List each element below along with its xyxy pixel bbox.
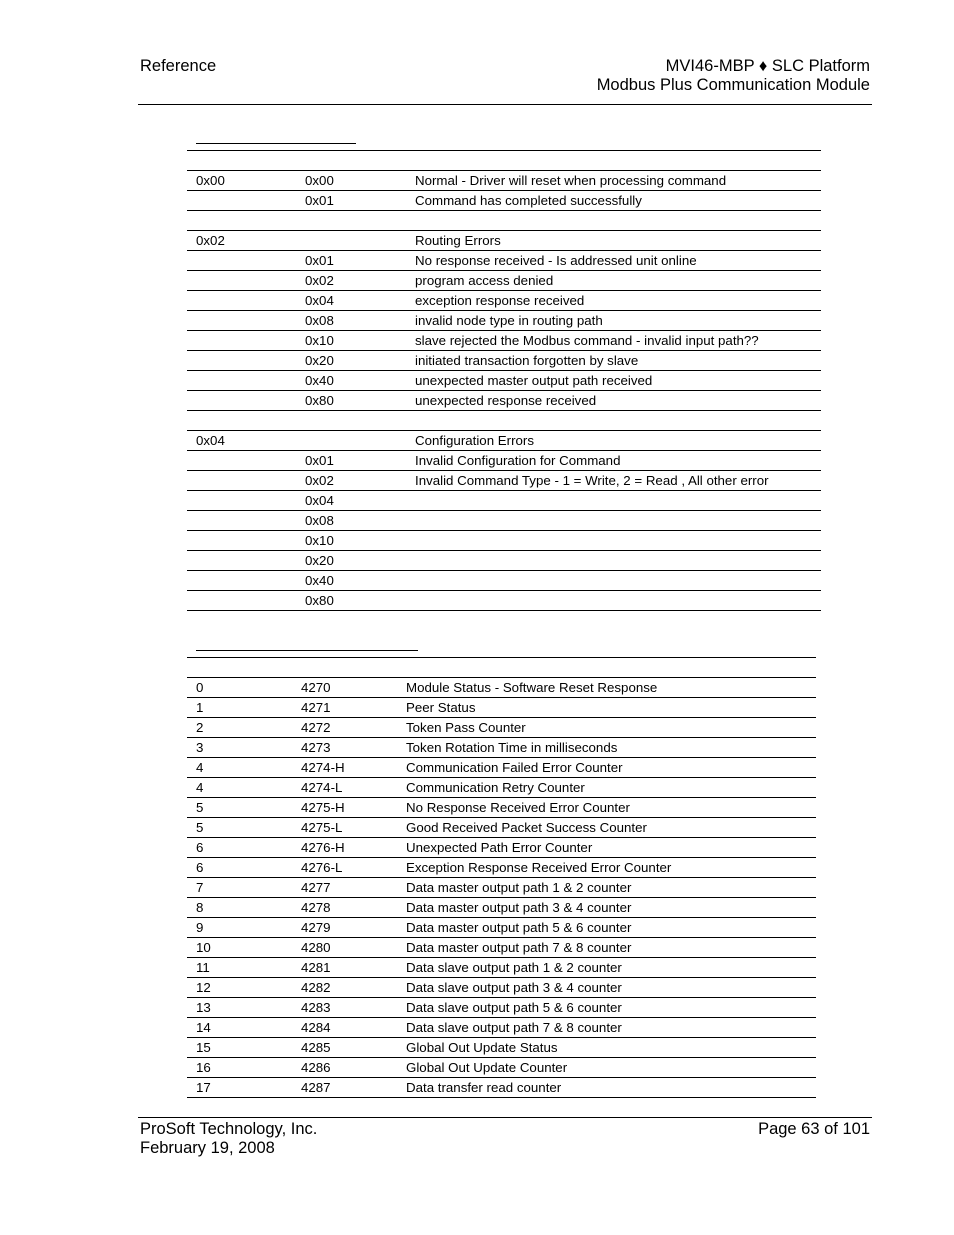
table-cell: 4273 — [292, 738, 397, 758]
table-cell: 4276-H — [292, 838, 397, 858]
table-cell: 4 — [187, 778, 292, 798]
table-cell: 0x02 — [296, 271, 406, 291]
table-cell: 13 — [187, 998, 292, 1018]
table-cell — [296, 231, 406, 251]
table-cell: 0x08 — [296, 511, 406, 531]
table-row — [187, 171, 821, 191]
table-cell: 6 — [187, 838, 292, 858]
table-row — [187, 958, 816, 978]
table-cell: 0x01 — [296, 451, 406, 471]
table-cell: Exception Response Received Error Counter — [397, 858, 816, 878]
table-cell — [406, 211, 821, 231]
table-cell: Routing Errors — [406, 231, 821, 251]
table-cell: 4279 — [292, 918, 397, 938]
table-cell: 7 — [187, 878, 292, 898]
table-cell: Data master output path 1 & 2 counter — [397, 878, 816, 898]
header-product-line1: MVI46-MBP ♦ SLC Platform — [665, 57, 870, 75]
table-cell: 0x02 — [187, 231, 296, 251]
table-cell — [187, 411, 296, 431]
table-row — [187, 1038, 816, 1058]
table-cell: 4287 — [292, 1078, 397, 1098]
table-row — [187, 371, 821, 391]
table-cell: 4277 — [292, 878, 397, 898]
table-cell: Data master output path 5 & 6 counter — [397, 918, 816, 938]
table-cell — [187, 251, 296, 271]
table-cell: Configuration Errors — [406, 431, 821, 451]
table-row — [187, 291, 821, 311]
table-header-row — [187, 151, 821, 171]
footer-divider — [138, 1117, 872, 1118]
table-row — [187, 211, 821, 231]
table-cell: 4271 — [292, 698, 397, 718]
table-row — [187, 551, 821, 571]
table-cell — [187, 331, 296, 351]
table-row — [187, 858, 816, 878]
table-row — [187, 838, 816, 858]
table-row — [187, 351, 821, 371]
table-cell: Communication Failed Error Counter — [397, 758, 816, 778]
table-cell — [296, 411, 406, 431]
table-cell: 0x80 — [296, 591, 406, 611]
header-section-title: Reference — [140, 57, 217, 75]
table-row — [187, 1058, 816, 1078]
table-cell: Token Pass Counter — [397, 718, 816, 738]
table-cell: 5 — [187, 798, 292, 818]
table-cell — [187, 511, 296, 531]
table-cell: 15 — [187, 1038, 292, 1058]
table-row — [187, 738, 816, 758]
table-row — [187, 818, 816, 838]
table-cell: 0x04 — [187, 431, 296, 451]
table-cell — [187, 391, 296, 411]
table-cell: unexpected master output path received — [406, 371, 821, 391]
table-cell: invalid node type in routing path — [406, 311, 821, 331]
table-cell — [187, 211, 296, 231]
table-cell: 3 — [187, 738, 292, 758]
table-cell: 4280 — [292, 938, 397, 958]
table-cell: 0 — [187, 678, 292, 698]
table-cell: slave rejected the Modbus command - invalid input path?? — [406, 331, 821, 351]
table-header-cell — [187, 151, 296, 171]
table-cell: Token Rotation Time in milliseconds — [397, 738, 816, 758]
table-cell: Global Out Update Counter — [397, 1058, 816, 1078]
table-cell: Data slave output path 1 & 2 counter — [397, 958, 816, 978]
table-cell: 4274-H — [292, 758, 397, 778]
table-cell: 2 — [187, 718, 292, 738]
table-cell: 6 — [187, 858, 292, 878]
table-cell: Communication Retry Counter — [397, 778, 816, 798]
status-registers-table — [187, 657, 816, 1098]
table-cell — [406, 531, 821, 551]
table-cell — [406, 411, 821, 431]
table-row — [187, 1078, 816, 1098]
table-cell: No Response Received Error Counter — [397, 798, 816, 818]
table-cell — [187, 191, 296, 211]
table-row — [187, 491, 821, 511]
table-row — [187, 331, 821, 351]
table-cell: 0x00 — [187, 171, 296, 191]
table-header-cell — [406, 151, 821, 171]
table-cell — [187, 451, 296, 471]
table-cell — [187, 351, 296, 371]
table-cell — [187, 271, 296, 291]
table-cell: Invalid Configuration for Command — [406, 451, 821, 471]
table-cell: 16 — [187, 1058, 292, 1078]
table-cell: 17 — [187, 1078, 292, 1098]
table-cell: Data master output path 3 & 4 counter — [397, 898, 816, 918]
table-cell: 5 — [187, 818, 292, 838]
error-codes-table — [187, 150, 821, 611]
table-cell — [296, 211, 406, 231]
table-cell: 0x04 — [296, 491, 406, 511]
table-cell — [187, 471, 296, 491]
table-cell: 14 — [187, 1018, 292, 1038]
table-cell: Module Status - Software Reset Response — [397, 678, 816, 698]
table-cell: 4282 — [292, 978, 397, 998]
table-cell: 0x01 — [296, 251, 406, 271]
table-cell: 4285 — [292, 1038, 397, 1058]
table-cell: 4283 — [292, 998, 397, 1018]
table-row — [187, 471, 821, 491]
header-product-title — [597, 57, 870, 95]
table-row — [187, 918, 816, 938]
table-row — [187, 998, 816, 1018]
header-divider — [138, 104, 872, 105]
table-cell: 0x80 — [296, 391, 406, 411]
table-cell: 0x00 — [296, 171, 406, 191]
table-row — [187, 758, 816, 778]
table-row — [187, 531, 821, 551]
table-cell: exception response received — [406, 291, 821, 311]
table-cell — [406, 551, 821, 571]
table-row — [187, 938, 816, 958]
table-cell: 4286 — [292, 1058, 397, 1078]
table-cell: Global Out Update Status — [397, 1038, 816, 1058]
table-header-cell — [292, 658, 397, 678]
table-cell: 4270 — [292, 678, 397, 698]
table-header-row — [187, 658, 816, 678]
table-cell: 1 — [187, 698, 292, 718]
table-cell — [187, 591, 296, 611]
table-cell: 0x20 — [296, 351, 406, 371]
table-cell: 4284 — [292, 1018, 397, 1038]
table-cell: 0x08 — [296, 311, 406, 331]
table-cell — [187, 291, 296, 311]
table-row — [187, 431, 821, 451]
table-row — [187, 718, 816, 738]
table-row — [187, 898, 816, 918]
table-cell: 4274-L — [292, 778, 397, 798]
table-cell — [406, 491, 821, 511]
table-header-cell — [187, 658, 292, 678]
table-row — [187, 191, 821, 211]
table-cell — [187, 371, 296, 391]
table-cell: 4278 — [292, 898, 397, 918]
table-cell — [406, 571, 821, 591]
table-cell: 4272 — [292, 718, 397, 738]
table-row — [187, 231, 821, 251]
table-cell — [187, 311, 296, 331]
table-cell — [406, 511, 821, 531]
table-cell: Data slave output path 5 & 6 counter — [397, 998, 816, 1018]
table-cell: 0x04 — [296, 291, 406, 311]
table-cell: No response received - Is addressed unit online — [406, 251, 821, 271]
status-registers-table-body — [187, 658, 816, 1098]
table-row — [187, 311, 821, 331]
table-cell: 0x10 — [296, 331, 406, 351]
table-cell: 10 — [187, 938, 292, 958]
table-header-cell — [296, 151, 406, 171]
table-header-cell — [397, 658, 816, 678]
table-cell: 8 — [187, 898, 292, 918]
error-table-title-underline — [196, 143, 356, 144]
table-row — [187, 251, 821, 271]
table-row — [187, 878, 816, 898]
table-cell: program access denied — [406, 271, 821, 291]
table-cell: 0x20 — [296, 551, 406, 571]
table-cell: 4276-L — [292, 858, 397, 878]
table-cell: Command has completed successfully — [406, 191, 821, 211]
footer-info — [140, 1120, 317, 1158]
footer-page-number: Page 63 of 101 — [758, 1120, 870, 1138]
table-row — [187, 571, 821, 591]
footer-date: February 19, 2008 — [140, 1139, 275, 1157]
table-cell: 0x40 — [296, 571, 406, 591]
table-cell: 11 — [187, 958, 292, 978]
table-cell — [187, 571, 296, 591]
table-row — [187, 978, 816, 998]
table-cell: 0x02 — [296, 471, 406, 491]
table-cell: Unexpected Path Error Counter — [397, 838, 816, 858]
table-cell: 9 — [187, 918, 292, 938]
table-cell: 4 — [187, 758, 292, 778]
table-row — [187, 451, 821, 471]
table-cell: Data transfer read counter — [397, 1078, 816, 1098]
table-cell — [187, 491, 296, 511]
table-cell: Good Received Packet Success Counter — [397, 818, 816, 838]
table-cell: Invalid Command Type - 1 = Write, 2 = Read , All other error — [406, 471, 821, 491]
table-row — [187, 798, 816, 818]
error-codes-table-body — [187, 151, 821, 611]
table-cell: 0x40 — [296, 371, 406, 391]
status-table-title-underline — [196, 650, 418, 651]
table-row — [187, 271, 821, 291]
table-cell: Data slave output path 7 & 8 counter — [397, 1018, 816, 1038]
table-cell: 4275-H — [292, 798, 397, 818]
table-cell: 4275-L — [292, 818, 397, 838]
table-cell: Data slave output path 3 & 4 counter — [397, 978, 816, 998]
table-row — [187, 698, 816, 718]
table-cell: 0x10 — [296, 531, 406, 551]
table-cell: Peer Status — [397, 698, 816, 718]
table-row — [187, 511, 821, 531]
table-cell — [187, 531, 296, 551]
table-cell: initiated transaction forgotten by slave — [406, 351, 821, 371]
table-cell: 4281 — [292, 958, 397, 978]
table-cell — [187, 551, 296, 571]
table-row — [187, 678, 816, 698]
table-row — [187, 778, 816, 798]
table-cell: 12 — [187, 978, 292, 998]
table-cell: 0x01 — [296, 191, 406, 211]
table-row — [187, 391, 821, 411]
table-cell: unexpected response received — [406, 391, 821, 411]
header-product-line2: Modbus Plus Communication Module — [596, 76, 870, 94]
table-cell — [296, 431, 406, 451]
table-row — [187, 591, 821, 611]
table-cell — [406, 591, 821, 611]
table-cell: Data master output path 7 & 8 counter — [397, 938, 816, 958]
table-row — [187, 411, 821, 431]
table-row — [187, 1018, 816, 1038]
footer-company: ProSoft Technology, Inc. — [140, 1120, 318, 1138]
table-cell: Normal - Driver will reset when processing command — [406, 171, 821, 191]
